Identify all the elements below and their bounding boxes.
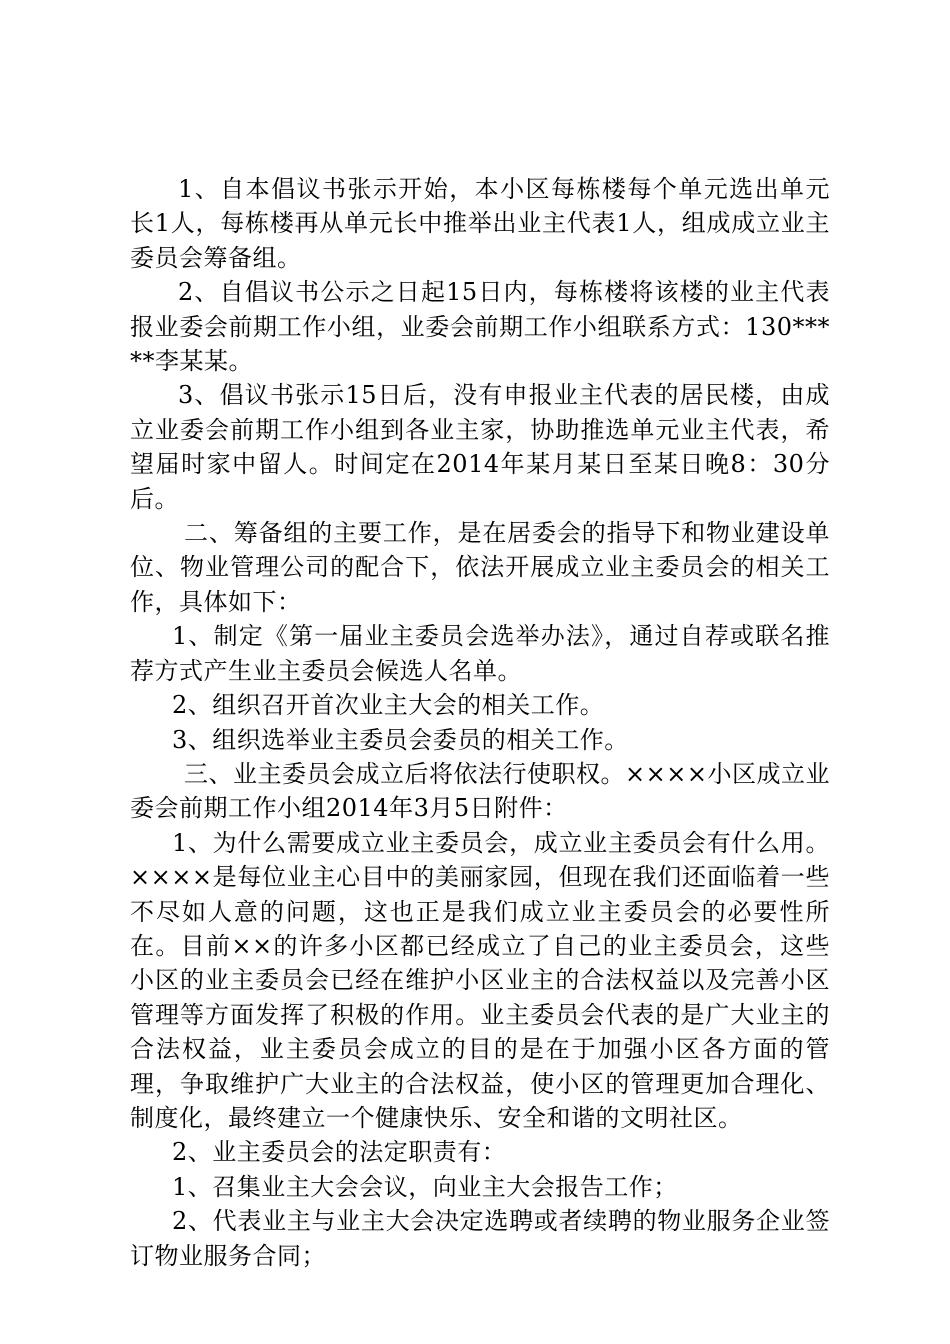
paragraph-1: 1、自本倡议书张示开始，本小区每栋楼每个单元选出单元长1人，每栋楼再从单元长中推举出业主代表1人，组成成立业主委员会筹备组。 [130, 175, 830, 272]
paragraph-5: 1、制定《第一届业主委员会选举办法》，通过自荐或联名推荐方式产生业主委员会候选人名单。 [130, 622, 830, 685]
paragraph-10: 2、业主委员会的法定职责有： [172, 1138, 507, 1167]
paragraph-8: 三、业主委员会成立后将依法行使职权。××××小区成立业委会前期工作小组2014年3月5日附件： [130, 759, 830, 823]
paragraph-2: 2、自倡议书公示之日起15日内，每栋楼将该楼的业主代表报业委会前期工作小组，业委会前期工作小组联系方式：130*****李某某。 [130, 278, 830, 376]
document-body [130, 172, 830, 1273]
paragraph-7: 3、组织选举业主委员会委员的相关工作。 [172, 725, 629, 754]
paragraph-9: 1、为什么需要成立业主委员会，成立业主委员会有什么用。××××是每位业主心目中的美丽家园，但现在我们还面临着一些不尽如人意的问题，这也正是我们成立业主委员会的必要性所在。目前××的许多小区都已经成立了自己的业主委员会，这些小区的业主委员会已经在维护小区业主的合法权益以及完善小区管理等方面发挥了积极的作用。业主委员会代表的是广大业主的合法权益，业主委员会成立的目的是在于加强小区各方面的管理，争取维护广大业主的合法权益，使小区的管理更加合理化、制度化，最终建立一个健康快乐、安全和谐的文明社区。 [130, 828, 830, 1132]
paragraph-3: 3、倡议书张示15日后，没有申报业主代表的居民楼，由成立业委会前期工作小组到各业主家，协助推选单元业主代表，希望届时家中留人。时间定在2014年某月某日至某日晚8：30分后。 [130, 381, 830, 513]
paragraph-12: 2、代表业主与业主大会决定选聘或者续聘的物业服务企业签订物业服务合同； [130, 1207, 830, 1270]
paragraph-4: 二、筹备组的主要工作，是在居委会的指导下和物业建设单位、物业管理公司的配合下，依法开展成立业主委员会的相关工作，具体如下： [130, 519, 830, 616]
paragraph-11: 1、召集业主大会会议，向业主大会报告工作； [172, 1172, 678, 1201]
paragraph-6: 2、组织召开首次业主大会的相关工作。 [172, 691, 605, 720]
